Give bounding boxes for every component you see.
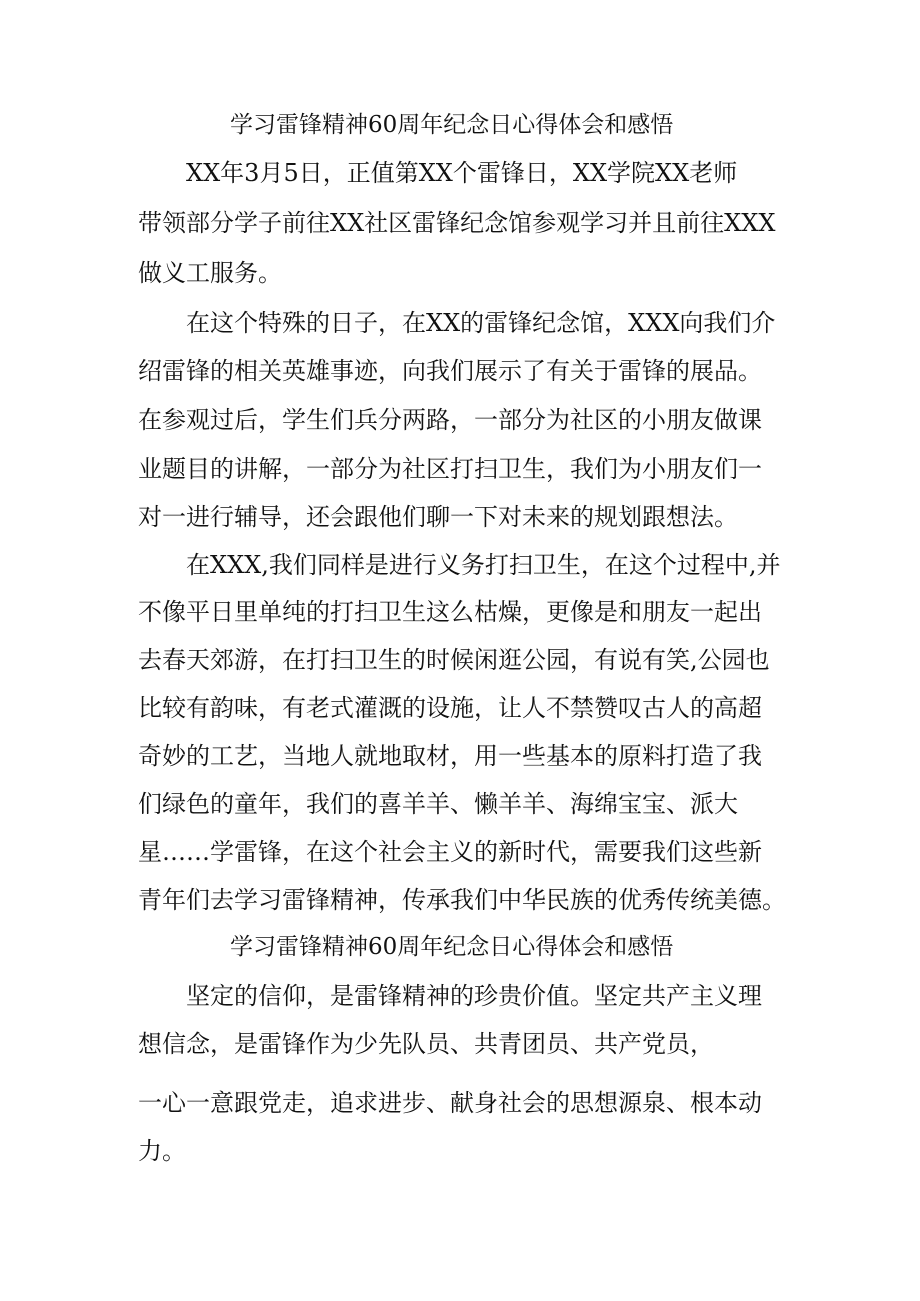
paragraph-3-line-3: 去春天郊游，在打扫卫生的时候闲逛公园，有说有笑,公园也 [138, 646, 770, 674]
paragraph-3-line-4: 比较有韵味，有老式灌溉的设施，让人不禁赞叹古人的高超 [138, 694, 762, 722]
paragraph-4-line-3: 一心一意跟党走，追求进步、献身社会的思想源泉、根本动 [138, 1089, 762, 1117]
paragraph-1-line-3: 做义工服务。 [138, 259, 282, 287]
paragraph-3-line-2: 不像平日里单纯的打扫卫生这么枯燥，更像是和朋友一起出 [138, 598, 762, 626]
paragraph-2-line-4: 业题目的讲解，一部分为社区打扫卫生，我们为小朋友们一 [138, 455, 762, 483]
paragraph-3-line-1: 在XXX,我们同样是进行义务打扫卫生，在这个过程中,并 [186, 551, 781, 579]
paragraph-2-line-3: 在参观过后，学生们兵分两路，一部分为社区的小朋友做课 [138, 406, 762, 434]
paragraph-4-line-1: 坚定的信仰，是雷锋精神的珍贵价值。坚定共产主义理 [186, 982, 762, 1010]
document-title-repeat: 学习雷锋精神60周年纪念日心得体会和感悟 [230, 934, 674, 960]
paragraph-2-line-2: 绍雷锋的相关英雄事迹，向我们展示了有关于雷锋的展品。 [138, 357, 762, 385]
document-title: 学习雷锋精神60周年纪念日心得体会和感悟 [230, 112, 674, 138]
paragraph-3-line-6: 们绿色的童年，我们的喜羊羊、懒羊羊、海绵宝宝、派大 [138, 790, 738, 818]
paragraph-4-line-2: 想信念，是雷锋作为少先队员、共青团员、共产党员， [138, 1030, 714, 1058]
paragraph-1-line-1: XX年3月5日，正值第XX个雷锋日，XX学院XX老师 [186, 159, 738, 187]
paragraph-3-line-7: 星……学雷锋，在这个社会主义的新时代，需要我们这些新 [138, 838, 762, 866]
paragraph-2-line-1: 在这个特殊的日子，在XX的雷锋纪念馆，XXX向我们介 [186, 309, 776, 337]
paragraph-3-line-5: 奇妙的工艺，当地人就地取材，用一些基本的原料打造了我 [138, 742, 762, 770]
paragraph-1-line-2: 带领部分学子前往XX社区雷锋纪念馆参观学习并且前往XXX [138, 209, 776, 237]
paragraph-4-line-4: 力。 [138, 1137, 186, 1165]
paragraph-2-line-5: 对一进行辅导，还会跟他们聊一下对未来的规划跟想法。 [138, 503, 738, 531]
paragraph-3-line-8: 青年们去学习雷锋精神，传承我们中华民族的优秀传统美德。 [138, 886, 786, 914]
